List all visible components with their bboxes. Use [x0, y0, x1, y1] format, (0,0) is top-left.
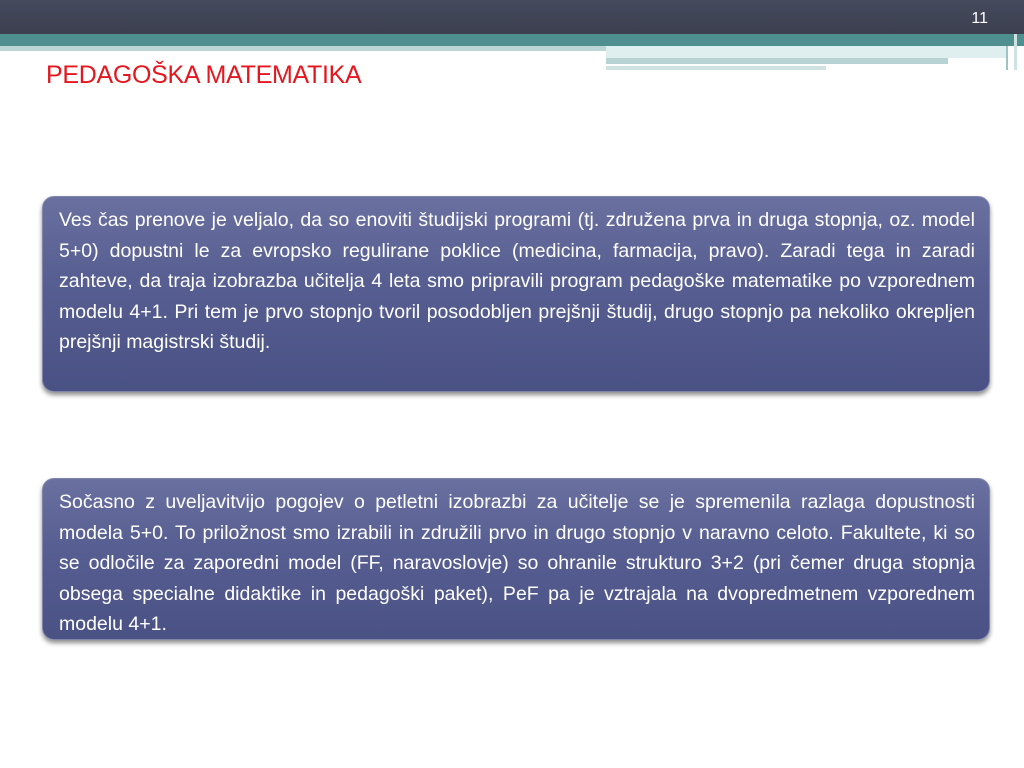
- header-light-band: [0, 46, 606, 51]
- slide-number: 11: [971, 10, 988, 27]
- text-box-first: [42, 196, 990, 392]
- paragraph-text: Ves čas prenove je veljalo, da so enoviti študijski programi (tj. združena prva in druga stopnja, oz. model 5+0) dopustni le za evropsko regulirane poklice (medicina, farmacija, pravo). Zaradi tega in zaradi zahteve, da traja izobrazba učitelja 4 leta smo pripravili program pedagoške matematike po vzporednem modelu 4+1. Pri tem je prvo stopnjo tvoril posodobljen prejšnji študij, drugo stopnjo pa nekoliko okrepljen prejšnji magistrski študij.: [59, 209, 975, 353]
- header-decor-line: [1006, 46, 1008, 70]
- header-decor-strip: [606, 46, 1006, 58]
- header-teal-band: [0, 34, 1024, 46]
- header-decor-line: [1014, 34, 1017, 70]
- slide-title: PEDAGOŠKA MATEMATIKA: [46, 61, 362, 89]
- header-bar: [0, 0, 1024, 34]
- text-box-second: [42, 478, 990, 640]
- header-decor-strip: [606, 66, 826, 70]
- header-decor-strip: [606, 58, 948, 64]
- paragraph-text: Sočasno z uveljavitvijo pogojev o petletni izobrazbi za učitelje se je spremenila razlaga dopustnosti modela 5+0. To priložnost smo izrabili in združili prvo in drugo stopnjo v naravno celoto. Fakultete, ki so se odločile za zaporedni model (FF, naravoslovje) so ohranile strukturo 3+2 (pri čemer druga stopnja obsega specialne didaktike in pedagoški paket), PeF pa je vztrajala na dvopredmetnem vzporednem modelu 4+1.: [59, 491, 975, 635]
